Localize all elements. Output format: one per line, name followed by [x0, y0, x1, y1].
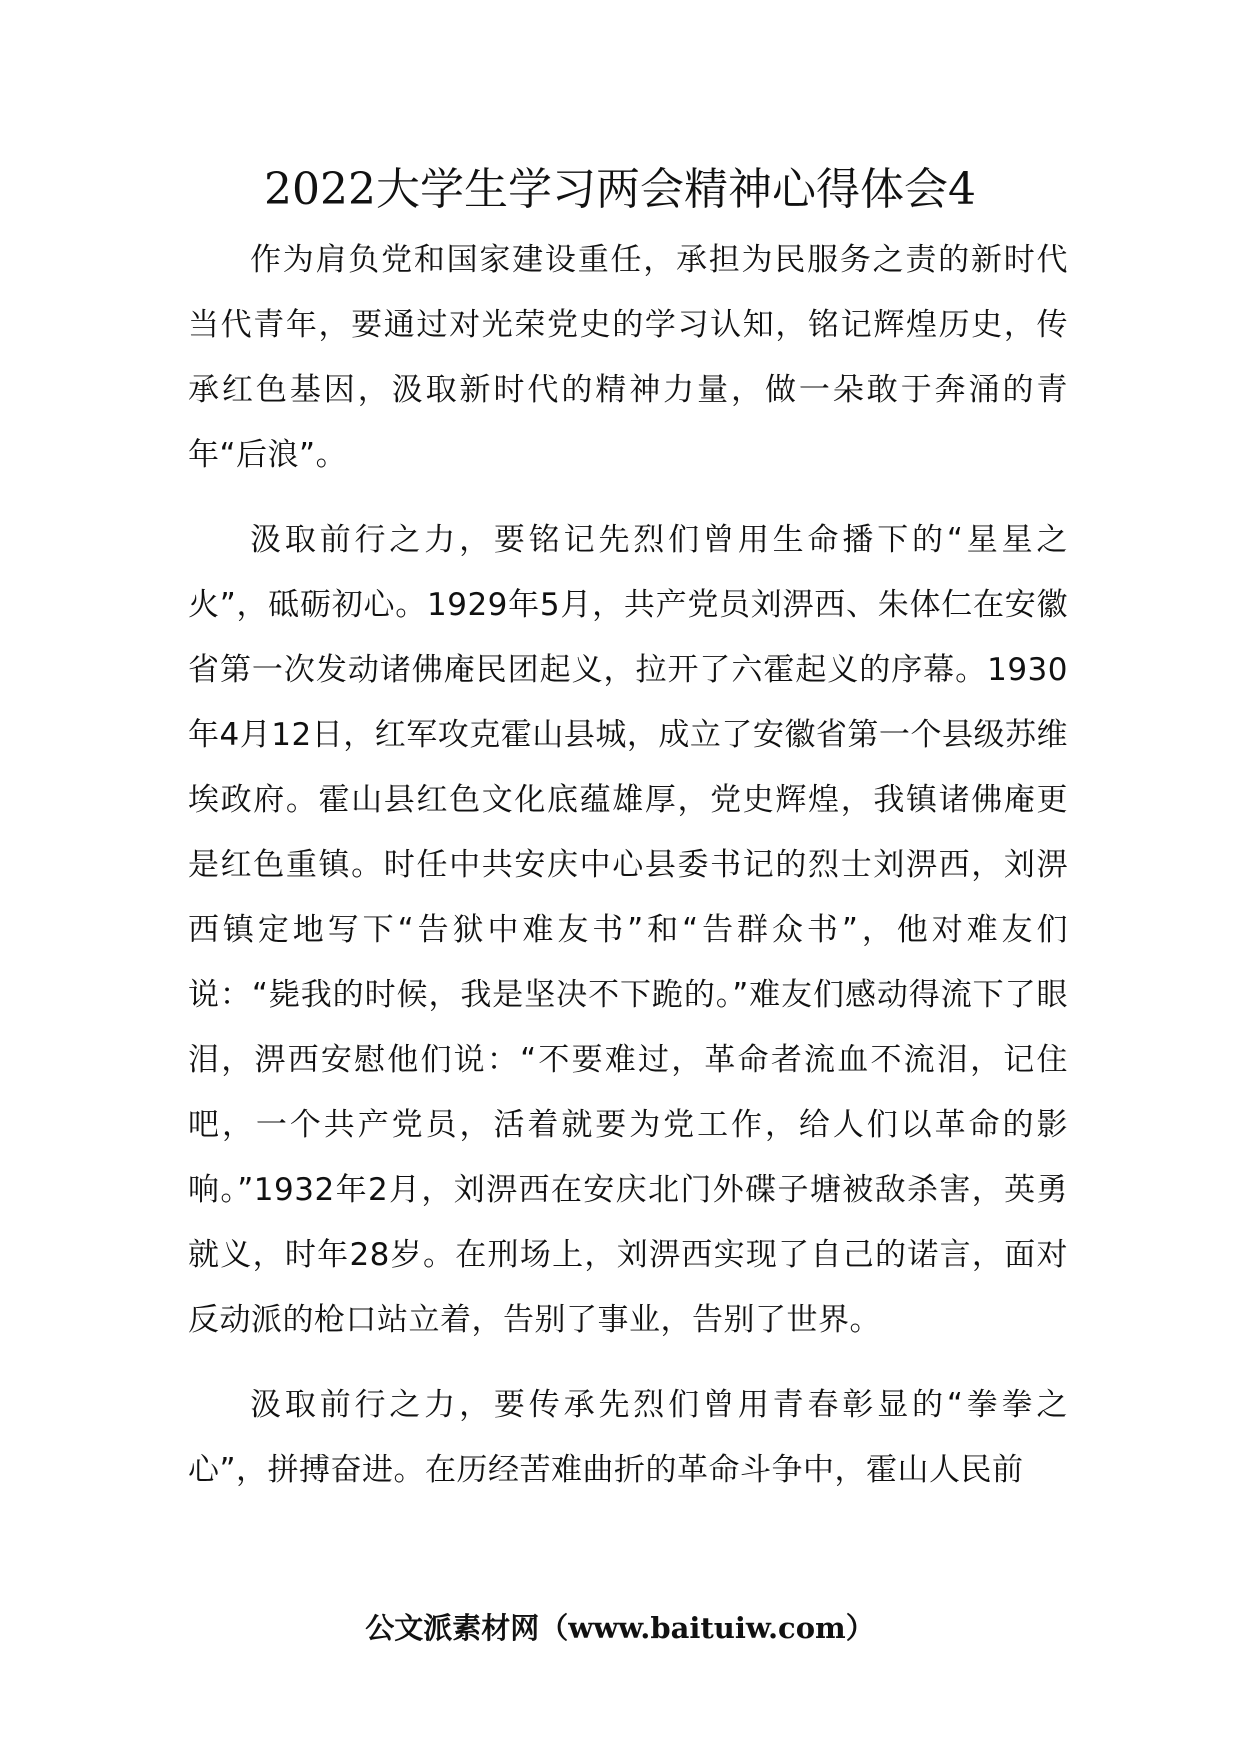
document-title: 2022大学生学习两会精神心得体会4: [264, 164, 976, 215]
paragraph-3: 汲取前行之力，要传承先烈们曾用青春彰显的“拳拳之心”，拼搏奋进。在历经苦难曲折的革命斗争中，霍山人民前: [188, 1387, 1068, 1488]
footer-source: 公文派素材网（www.baituiw.com）: [365, 1611, 875, 1645]
paragraph-2: 汲取前行之力，要铭记先烈们曾用生命播下的“星星之火”，砥砺初心。1929年5月，共产党员刘淠西、朱体仁在安徽省第一次发动诸佛庵民团起义，拉开了六霍起义的序幕。1930年4月12日，红军攻克霍山县城，成立了安徽省第一个县级苏维埃政府。霍山县红色文化底蕴雄厚，党史辉煌，我镇诸佛庵更是红色重镇。时任中共安庆中心县委书记的烈士刘淠西，刘淠西镇定地写下“告狱中难友书”和“告群众书”，他对难友们说：“毙我的时候，我是坚决不下跪的。”难友们感动得流下了眼泪，淠西安慰他们说：“不要难过，革命者流血不流泪，记住吧，一个共产党员，活着就要为党工作，给人们以革命的影响。”1932年2月，刘淠西在安庆北门外碟子塘被敌杀害，英勇就义，时年28岁。在刑场上，刘淠西实现了自己的诺言，面对反动派的枪口站立着，告别了事业，告别了世界。: [188, 522, 1068, 1338]
document-body: [188, 228, 1068, 1503]
paragraph-1: 作为肩负党和国家建设重任，承担为民服务之责的新时代当代青年，要通过对光荣党史的学习认知，铭记辉煌历史，传承红色基因，汲取新时代的精神力量，做一朵敢于奔涌的青年“后浪”。: [188, 242, 1068, 473]
